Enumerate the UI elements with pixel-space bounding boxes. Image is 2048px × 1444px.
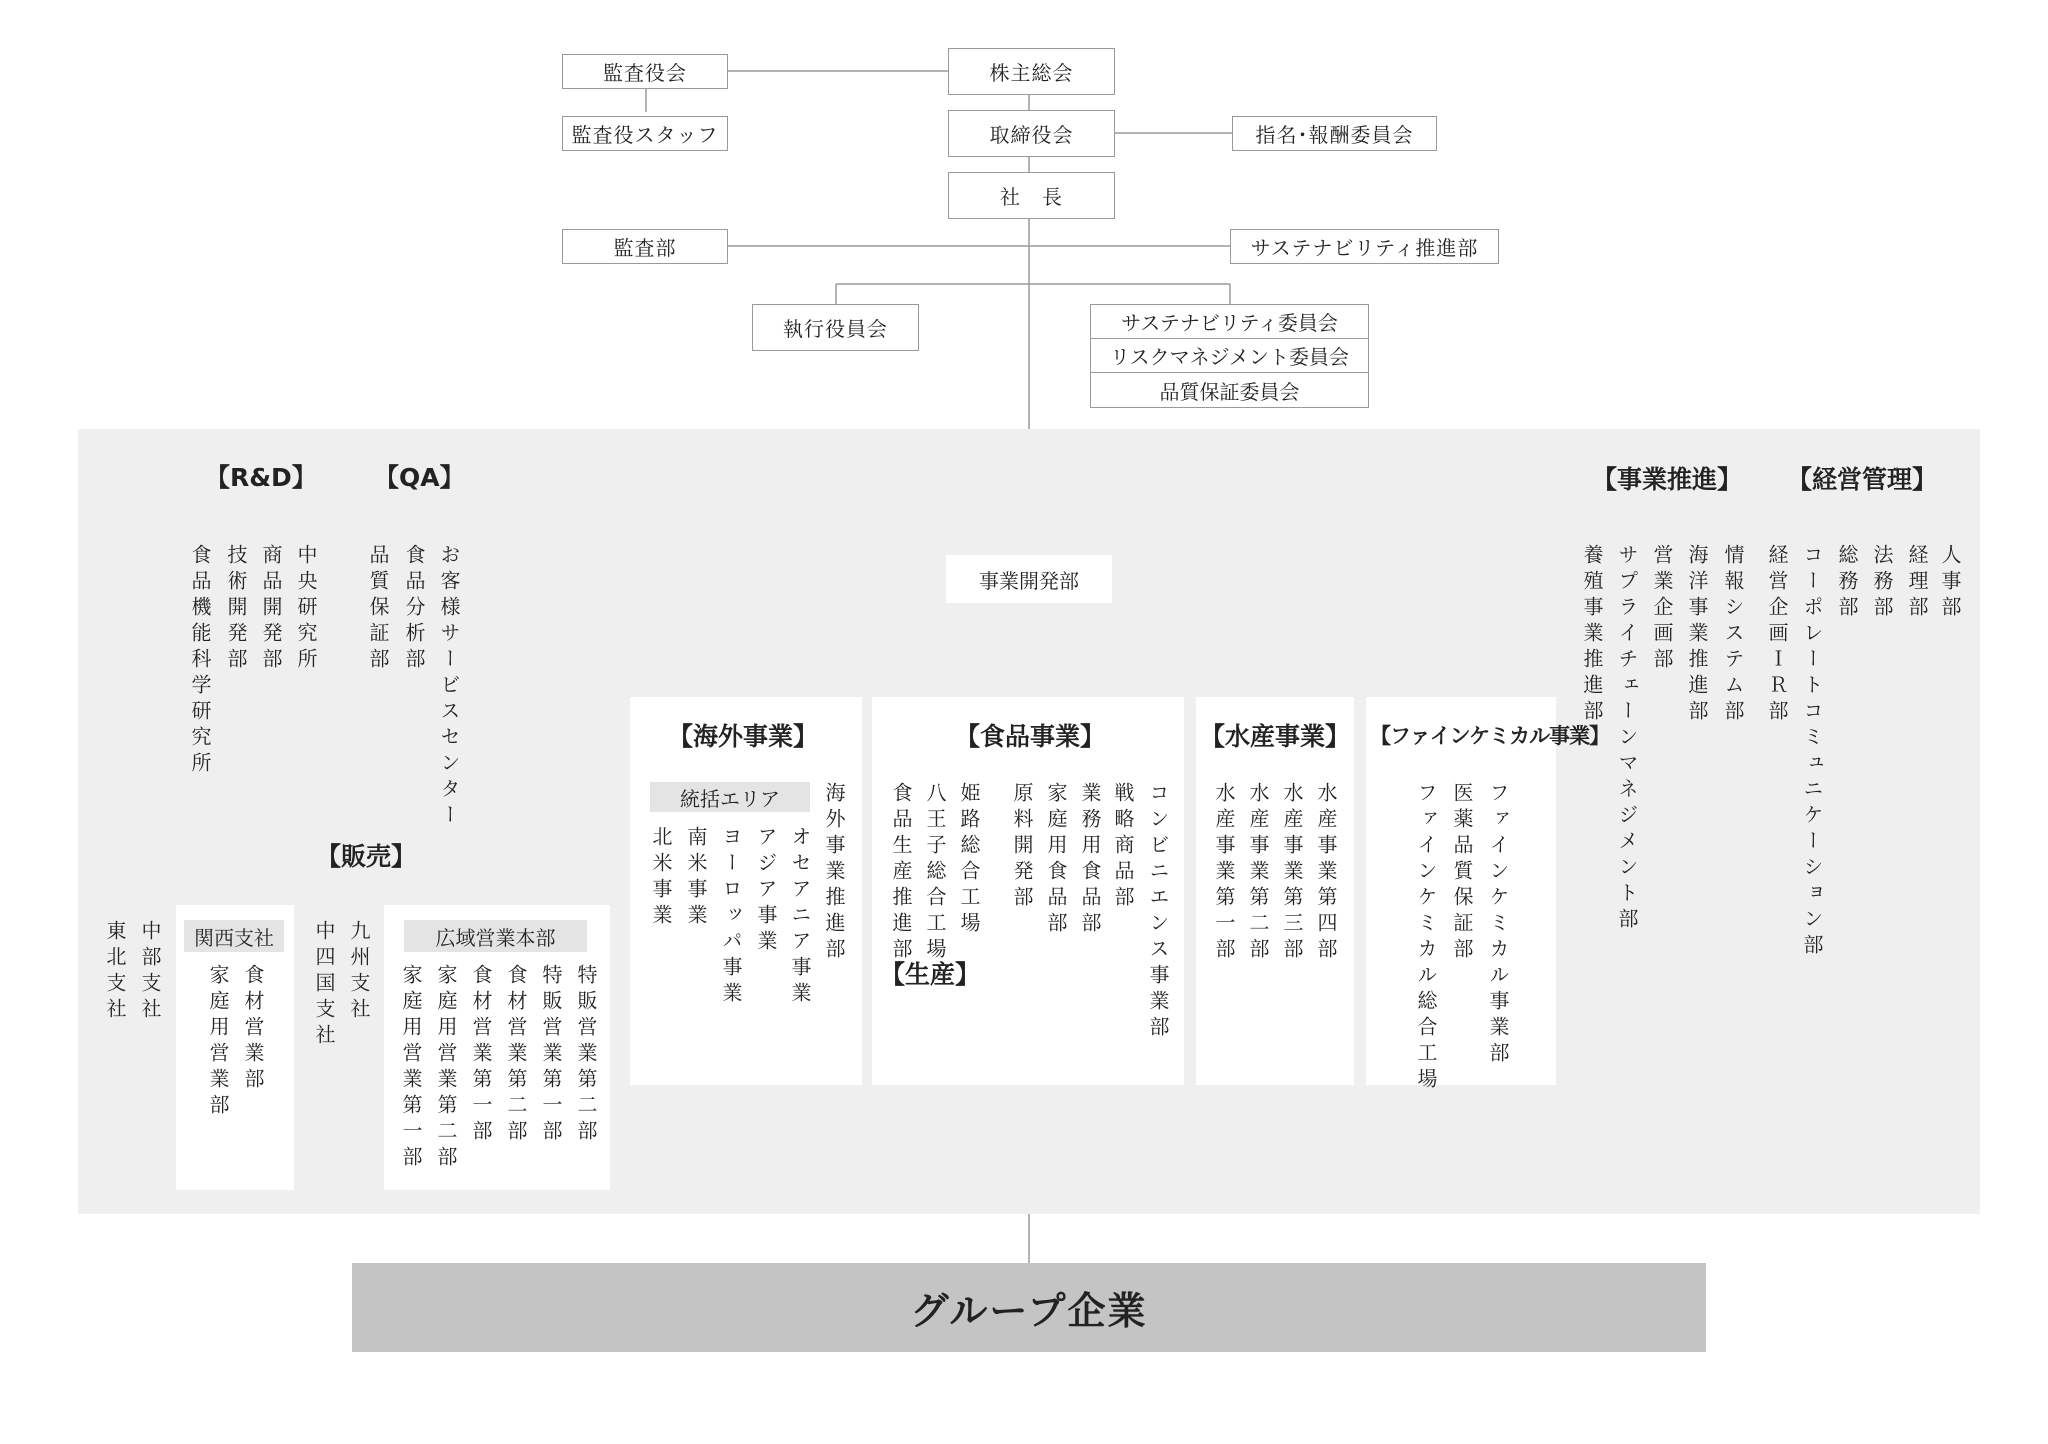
- fishery-item: 水産事業第三部: [1280, 782, 1304, 964]
- business-promotion-item: サプライチェーンマネジメント部: [1615, 544, 1639, 934]
- business-promotion-title: 【事業推進】: [1592, 465, 1743, 494]
- shareholders-meeting-box: 株主総会: [948, 48, 1115, 95]
- management-item: 経理部: [1905, 544, 1929, 622]
- group-companies-bar: グループ企業: [352, 1263, 1706, 1352]
- food-item: コンビニエンス事業部: [1146, 782, 1170, 1042]
- management-item: コーポレートコミュニケーション部: [1800, 544, 1824, 960]
- kansai-item: 食材営業部: [241, 964, 265, 1094]
- fine-chemical-item: ファインケミカル事業部: [1486, 782, 1510, 1068]
- management-item: 法務部: [1870, 544, 1894, 622]
- food-business-title: 【食品事業】: [955, 722, 1106, 751]
- fine-chemical-item: ファインケミカル総合工場: [1414, 782, 1438, 1094]
- nomination-committee-box: 指名･報酬委員会: [1232, 116, 1437, 151]
- wide-area-item: 家庭用営業第二部: [434, 964, 458, 1172]
- qa-item: お客様サービスセンター: [437, 544, 461, 830]
- production-item: 食品生産推進部: [889, 782, 913, 964]
- production-item: 八王子総合工場: [923, 782, 947, 964]
- executive-officers-box: 執行役員会: [752, 304, 919, 351]
- business-promotion-item: 養殖事業推進部: [1580, 544, 1604, 726]
- wide-area-item: 特販営業第二部: [574, 964, 598, 1146]
- rd-item: 食品機能科学研究所: [188, 544, 212, 778]
- committee-item: リスクマネジメント委員会: [1091, 339, 1368, 373]
- wide-area-item: 家庭用営業第一部: [399, 964, 423, 1172]
- auditor-staff-box: 監査役スタッフ: [562, 116, 728, 151]
- president-box: 社 長: [948, 172, 1115, 219]
- qa-item: 品質保証部: [366, 544, 390, 674]
- sales-branch: 九州支社: [347, 920, 371, 1024]
- sales-branch: 中四国支社: [312, 920, 336, 1050]
- overseas-area-item: アジア事業: [754, 826, 778, 956]
- fishery-item: 水産事業第四部: [1314, 782, 1338, 964]
- audit-board-box: 監査役会: [562, 54, 728, 89]
- qa-item: 食品分析部: [402, 544, 426, 674]
- rd-item: 中央研究所: [294, 544, 318, 674]
- kansai-branch-label: 関西支社: [184, 920, 284, 952]
- business-promotion-item: 情報システム部: [1721, 544, 1745, 726]
- fine-chemical-title: 【ファインケミカル事業】: [1370, 724, 1610, 748]
- sales-branch: 中部支社: [138, 920, 162, 1024]
- committees-stack: [1090, 304, 1369, 408]
- fishery-item: 水産事業第二部: [1246, 782, 1270, 964]
- production-item: 姫路総合工場: [957, 782, 981, 938]
- production-title: 【生産】: [880, 960, 981, 989]
- overseas-promotion-dept: 海外事業推進部: [822, 782, 846, 964]
- business-promotion-item: 営業企画部: [1650, 544, 1674, 674]
- wide-area-sales-label: 広域営業本部: [404, 920, 587, 952]
- food-item: 家庭用食品部: [1044, 782, 1068, 938]
- sales-branch: 東北支社: [103, 920, 127, 1024]
- fishery-item: 水産事業第一部: [1212, 782, 1236, 964]
- sales-section-title: 【販売】: [316, 842, 417, 871]
- rd-item: 商品開発部: [259, 544, 283, 674]
- overseas-area-item: 南米事業: [684, 826, 708, 930]
- food-item: 原料開発部: [1010, 782, 1034, 912]
- fine-chemical-item: 医薬品質保証部: [1450, 782, 1474, 964]
- board-of-directors-box: 取締役会: [948, 110, 1115, 157]
- wide-area-item: 食材営業第一部: [469, 964, 493, 1146]
- food-item: 業務用食品部: [1078, 782, 1102, 938]
- business-development-box: 事業開発部: [946, 555, 1112, 603]
- food-item: 戦略商品部: [1111, 782, 1135, 912]
- fishery-title: 【水産事業】: [1200, 722, 1351, 751]
- management-item: 総務部: [1835, 544, 1859, 622]
- management-item: 人事部: [1938, 544, 1962, 622]
- rd-section-title: 【R&D】: [205, 463, 317, 492]
- overseas-area-item: オセアニア事業: [788, 826, 812, 1008]
- management-title: 【経営管理】: [1787, 465, 1938, 494]
- overseas-area-item: 北米事業: [649, 826, 673, 930]
- overseas-area-label: 統括エリア: [650, 782, 810, 812]
- rd-item: 技術開発部: [224, 544, 248, 674]
- overseas-area-item: ヨーロッパ事業: [719, 826, 743, 1008]
- committee-item: サステナビリティ委員会: [1091, 305, 1368, 339]
- kansai-item: 家庭用営業部: [206, 964, 230, 1120]
- wide-area-item: 食材営業第二部: [504, 964, 528, 1146]
- wide-area-item: 特販営業第一部: [539, 964, 563, 1146]
- committee-item: 品質保証委員会: [1159, 379, 1300, 404]
- overseas-title: 【海外事業】: [668, 722, 819, 751]
- business-promotion-item: 海洋事業推進部: [1685, 544, 1709, 726]
- sustainability-promotion-box: サステナビリティ推進部: [1230, 229, 1499, 264]
- qa-section-title: 【QA】: [374, 463, 465, 492]
- management-item: 経営企画ＩＲ部: [1765, 544, 1789, 726]
- audit-department-box: 監査部: [562, 229, 728, 264]
